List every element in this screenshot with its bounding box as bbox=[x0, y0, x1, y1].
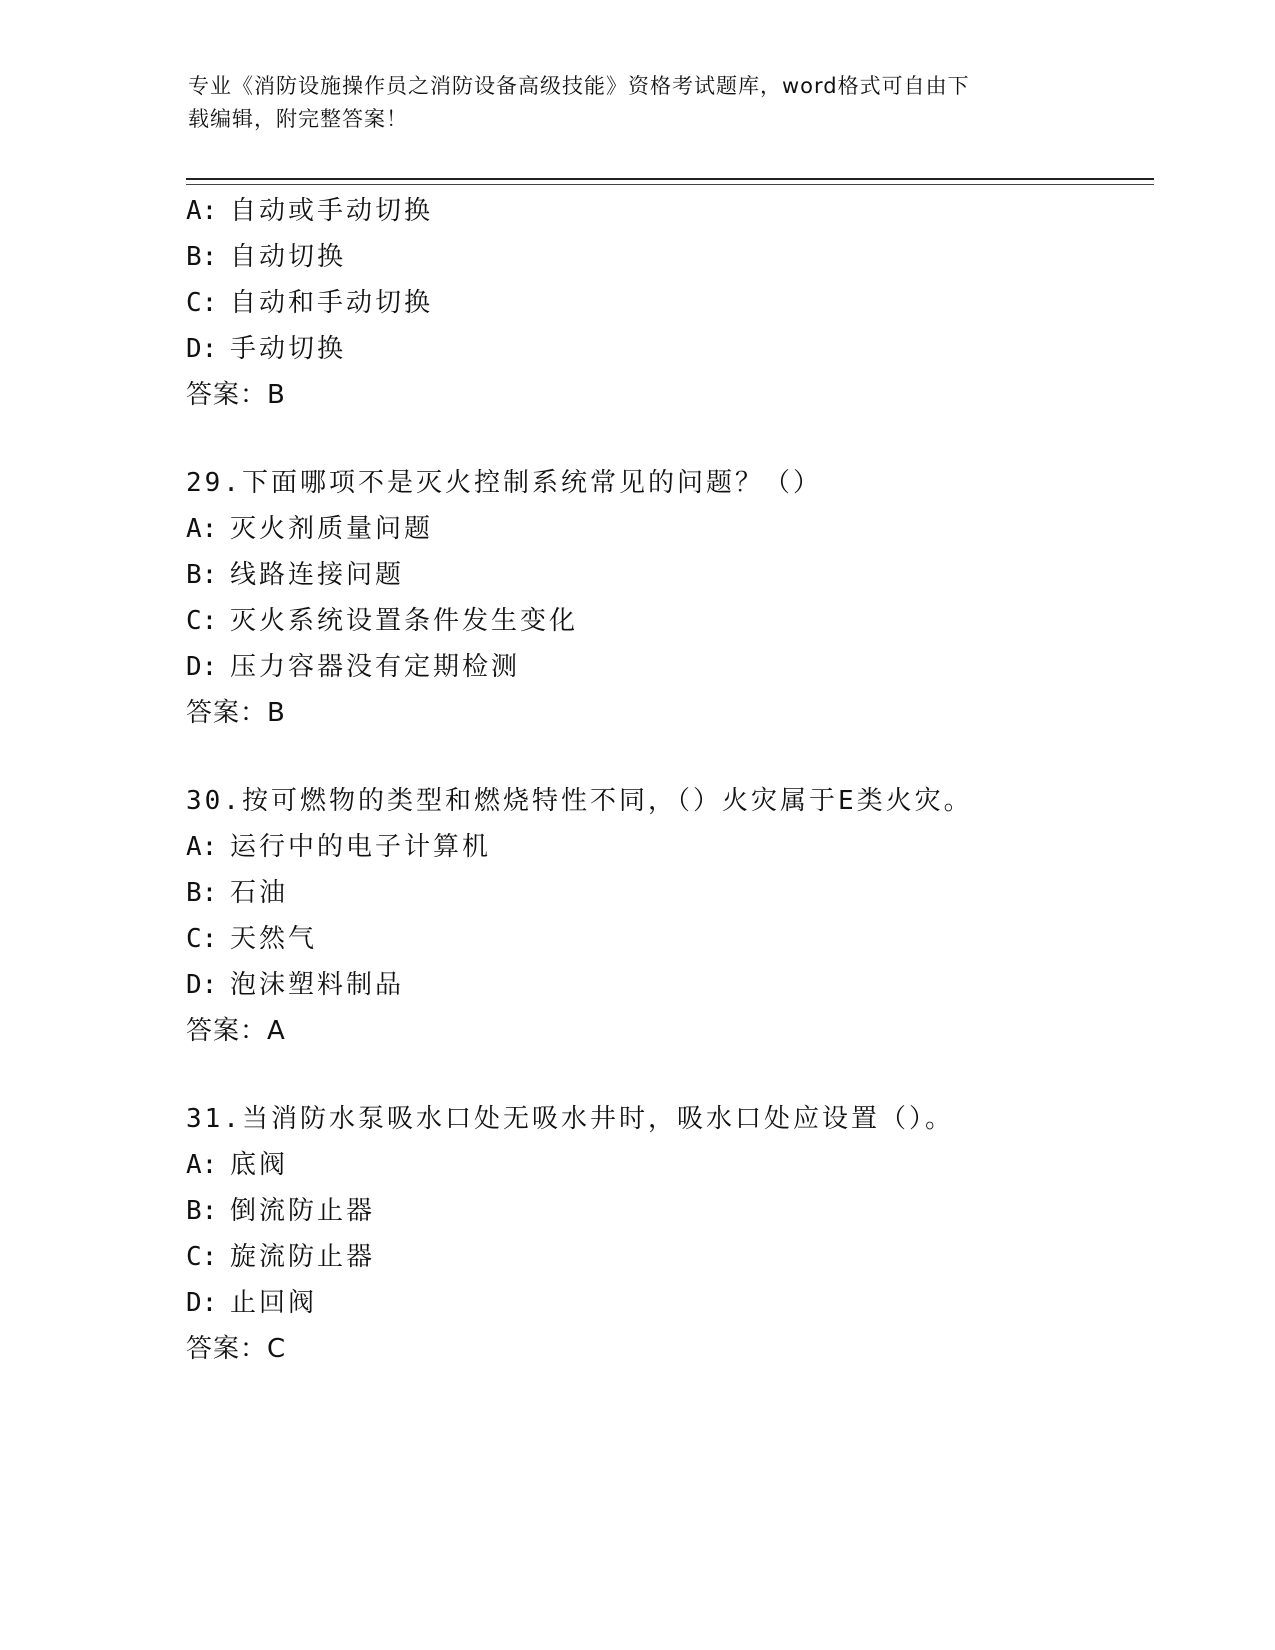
option-d bbox=[186, 962, 1146, 1008]
option-letter: A: bbox=[186, 832, 218, 862]
option-c bbox=[186, 280, 1146, 326]
option-text: 倒流防止器 bbox=[230, 1196, 376, 1226]
option-text: 止回阀 bbox=[230, 1288, 318, 1318]
answer-line: 答案：C bbox=[186, 1334, 287, 1364]
option-b bbox=[186, 870, 1146, 916]
document-header bbox=[188, 70, 1088, 136]
option-letter: A: bbox=[186, 196, 218, 226]
option-c bbox=[186, 1234, 1146, 1280]
option-letter: D: bbox=[186, 1288, 218, 1318]
option-text: 运行中的电子计算机 bbox=[230, 832, 492, 862]
option-text: 旋流防止器 bbox=[230, 1242, 376, 1272]
option-a bbox=[186, 1142, 1146, 1188]
question-list bbox=[186, 188, 1146, 1372]
option-letter: D: bbox=[186, 970, 218, 1000]
option-text: 灭火系统设置条件发生变化 bbox=[230, 606, 579, 636]
option-text: 压力容器没有定期检测 bbox=[230, 652, 521, 682]
option-text: 手动切换 bbox=[230, 334, 347, 364]
question-stem: 29.下面哪项不是灭火控制系统常见的问题？（） bbox=[186, 468, 822, 498]
header-line-2: 载编辑，附完整答案！ bbox=[188, 107, 408, 131]
option-text: 石油 bbox=[230, 878, 289, 908]
option-letter: A: bbox=[186, 514, 218, 544]
option-letter: B: bbox=[186, 1196, 218, 1226]
option-letter: C: bbox=[186, 606, 218, 636]
option-d bbox=[186, 644, 1146, 690]
option-letter: B: bbox=[186, 242, 218, 272]
answer-line: 答案：B bbox=[186, 380, 286, 410]
option-text: 自动切换 bbox=[230, 242, 347, 272]
question-block-28 bbox=[186, 188, 1146, 418]
option-text: 线路连接问题 bbox=[230, 560, 405, 590]
option-letter: C: bbox=[186, 1242, 218, 1272]
option-c bbox=[186, 916, 1146, 962]
option-letter: B: bbox=[186, 560, 218, 590]
header-divider-thick bbox=[186, 178, 1154, 180]
option-a bbox=[186, 188, 1146, 234]
question-stem: 31.当消防水泵吸水口处无吸水井时，吸水口处应设置（）。 bbox=[186, 1104, 954, 1134]
header-divider-thin bbox=[186, 184, 1154, 185]
option-a bbox=[186, 824, 1146, 870]
answer-line: 答案：B bbox=[186, 698, 286, 728]
option-b bbox=[186, 234, 1146, 280]
option-text: 泡沫塑料制品 bbox=[230, 970, 405, 1000]
option-letter: A: bbox=[186, 1150, 218, 1180]
question-block-30 bbox=[186, 778, 1146, 1054]
answer-line: 答案：A bbox=[186, 1016, 286, 1046]
option-text: 灭火剂质量问题 bbox=[230, 514, 434, 544]
header-line-1: 专业《消防设施操作员之消防设备高级技能》资格考试题库，word格式可自由下 bbox=[188, 74, 970, 98]
option-letter: B: bbox=[186, 878, 218, 908]
option-text: 天然气 bbox=[230, 924, 318, 954]
question-block-31 bbox=[186, 1096, 1146, 1372]
question-block-29 bbox=[186, 460, 1146, 736]
option-text: 自动和手动切换 bbox=[230, 288, 434, 318]
option-c bbox=[186, 598, 1146, 644]
option-d bbox=[186, 1280, 1146, 1326]
option-text: 底阀 bbox=[230, 1150, 289, 1180]
option-letter: D: bbox=[186, 334, 218, 364]
option-text: 自动或手动切换 bbox=[230, 196, 434, 226]
option-a bbox=[186, 506, 1146, 552]
option-letter: C: bbox=[186, 924, 218, 954]
option-letter: C: bbox=[186, 288, 218, 318]
option-letter: D: bbox=[186, 652, 218, 682]
question-stem: 30.按可燃物的类型和燃烧特性不同，（）火灾属于E类火灾。 bbox=[186, 786, 973, 816]
option-d bbox=[186, 326, 1146, 372]
option-b bbox=[186, 1188, 1146, 1234]
option-b bbox=[186, 552, 1146, 598]
